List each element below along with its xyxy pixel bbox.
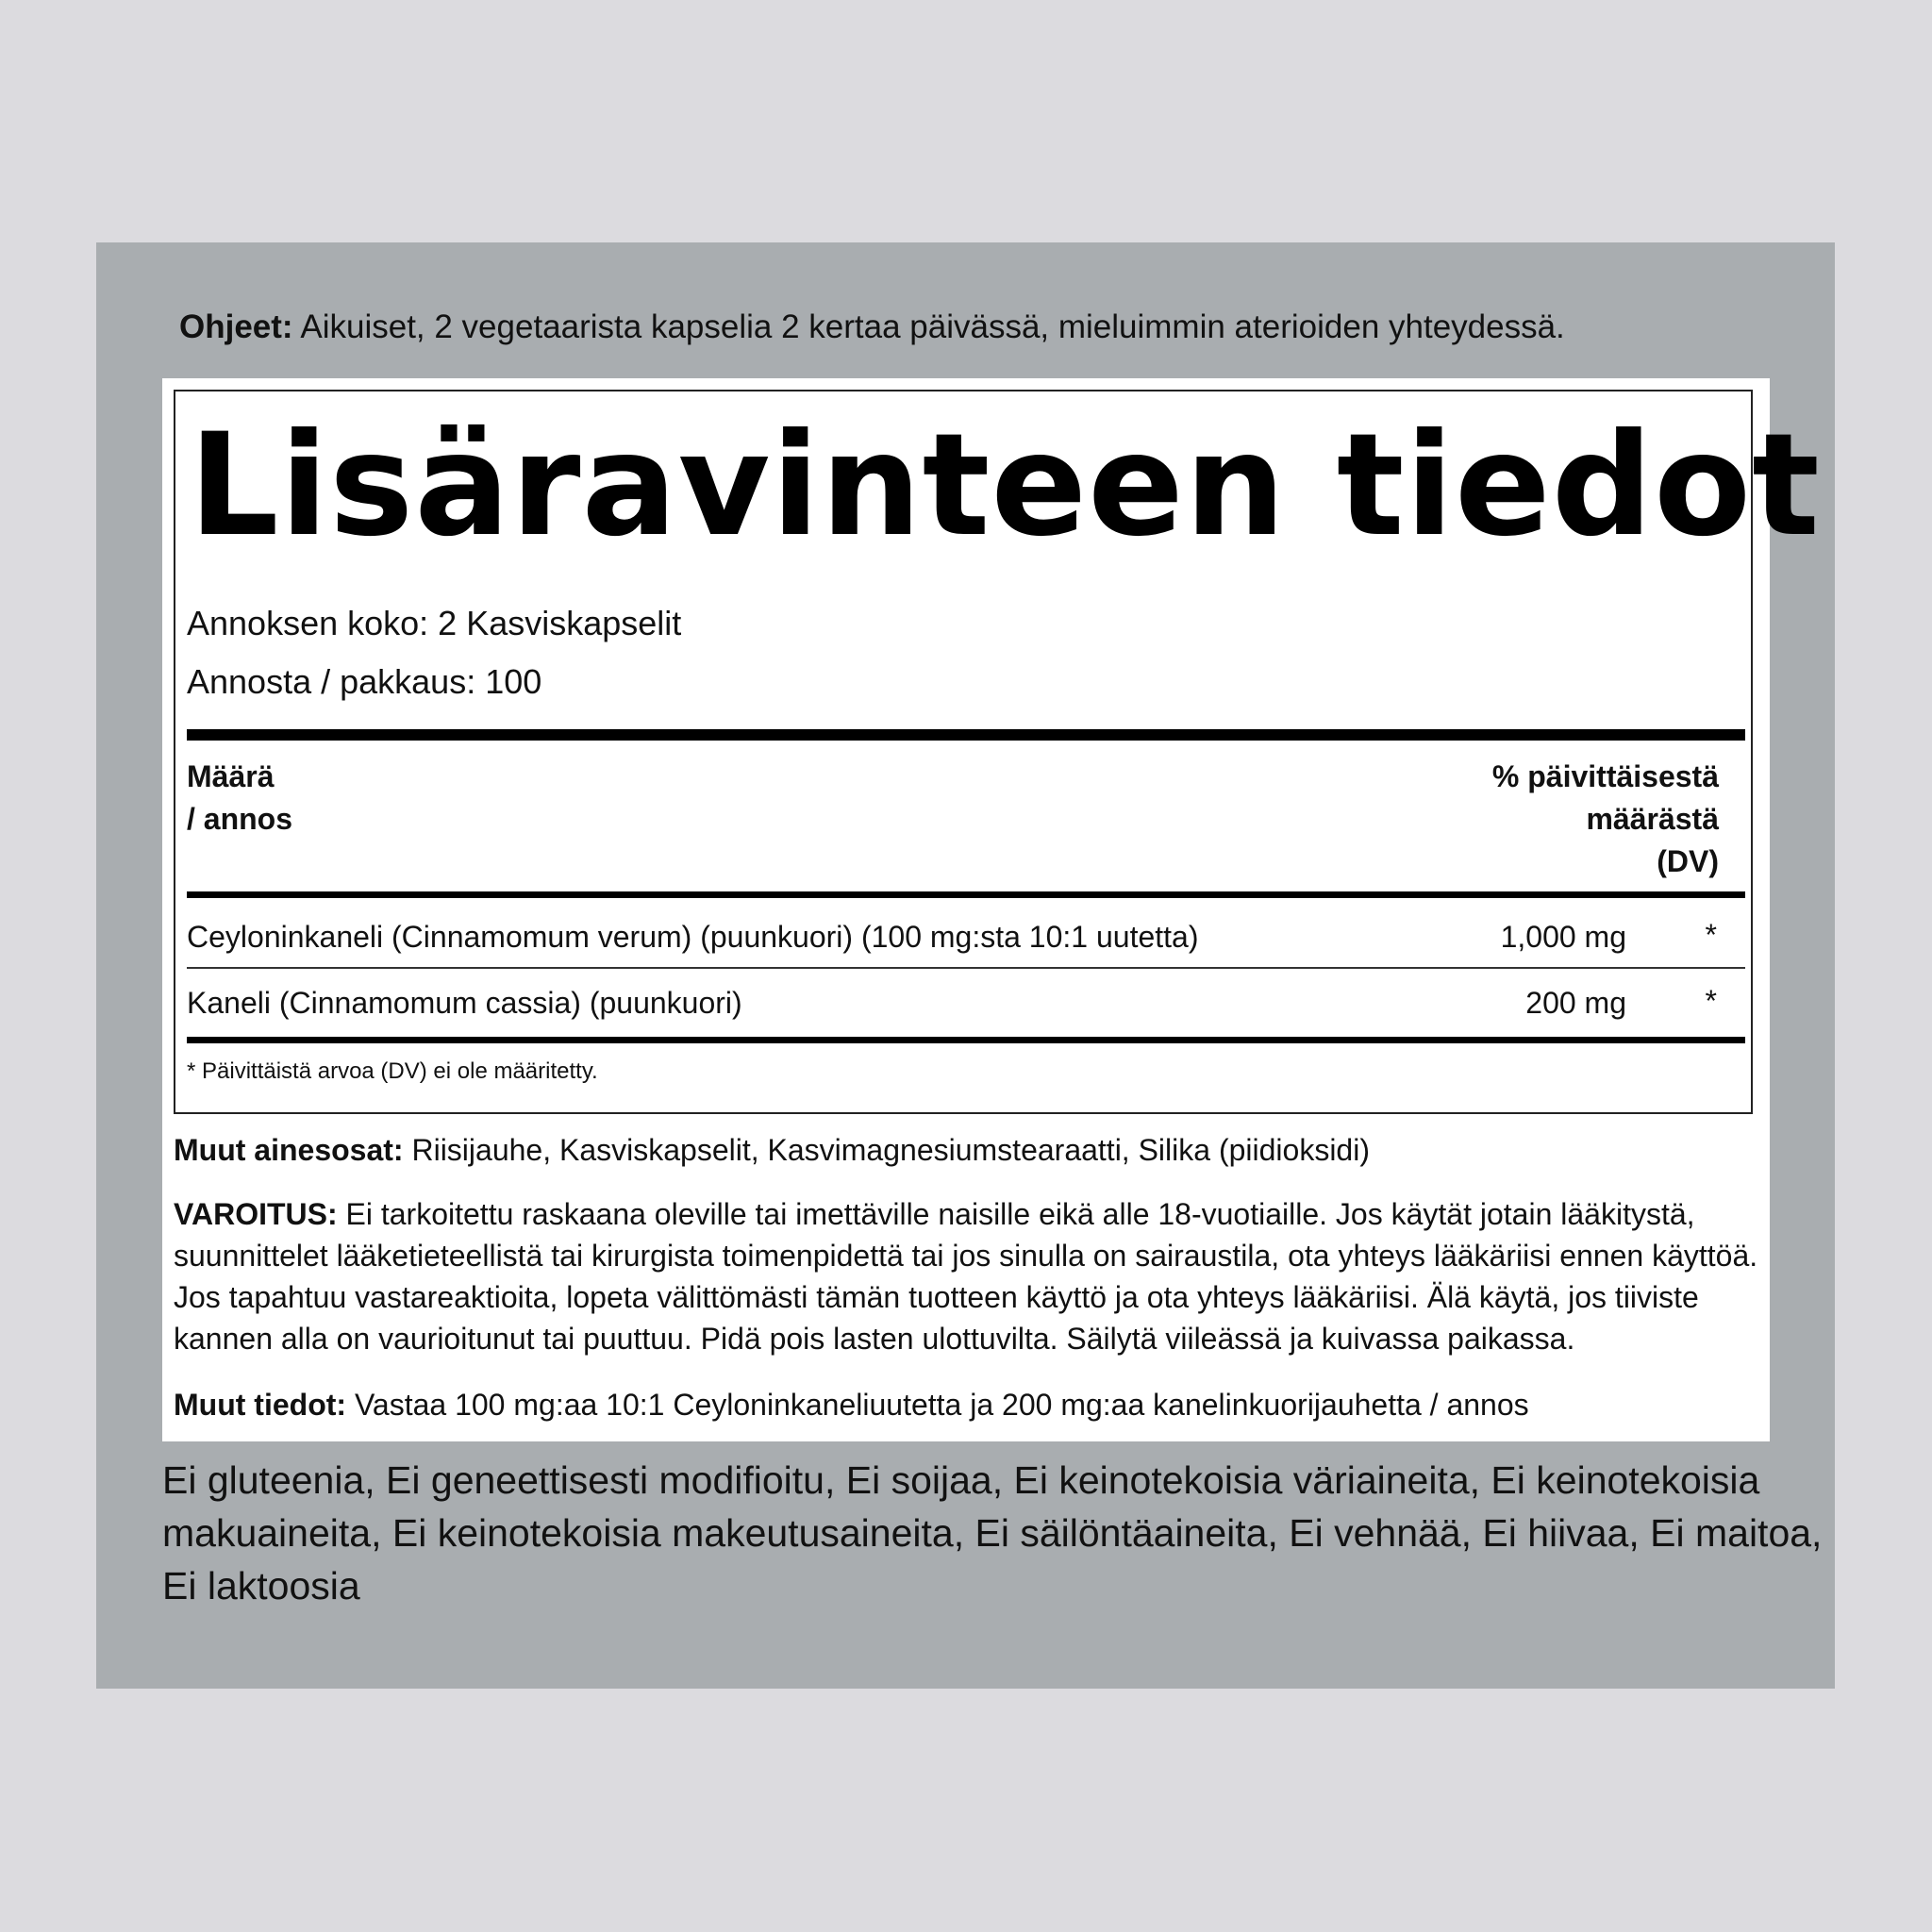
amount-header-line2: / annos xyxy=(187,802,293,836)
warning xyxy=(174,1193,1758,1359)
divider-thin xyxy=(187,967,1745,969)
amount-header-line1: Määrä xyxy=(187,759,275,793)
supplement-card xyxy=(162,378,1821,1441)
other-ingredients-label: Muut ainesosat: xyxy=(174,1133,404,1167)
other-info xyxy=(174,1384,1758,1425)
supplement-facts-box xyxy=(174,390,1821,1114)
serving-size: Annoksen koko: 2 Kasviskapselit xyxy=(187,604,682,642)
divider-medium xyxy=(187,1037,1745,1043)
warning-text: Ei tarkoitettu raskaana oleville tai imettäville naisille eikä alle 18-vuotiaille. Jos käytät jotain lääkitystä, suunnittelet lääketieteellistä tai kirurgista toimenpidettä tai jos sinulla on sairaustila, ota yhteys lääkäriisi ennen käyttöä. Jos tapahtuu vastareaktioita, lopeta välittömästi tämän tuotteen käyttö ja ota yhteys lääkäriisi. Älä käytä, jos tiiviste kannen alla on vaurioitunut tai puuttuu. Pidä pois lasten ulottuvilta. Säilytä viileässä ja kuivassa paikassa. xyxy=(174,1197,1758,1356)
divider-medium xyxy=(187,891,1745,898)
other-ingredients-text: Riisijauhe, Kasviskapselit, Kasvimagnesiumstearaatti, Silika (piidioksidi) xyxy=(403,1133,1370,1167)
free-from-statement: Ei gluteenia, Ei geneettisesti modifioitu, Ei soijaa, Ei keinotekoisia väriaineita, Ei keinotekoisia makuaineita, Ei keinotekoisia makeutusaineita, Ei säilöntäaineita, Ei vehnää, Ei hiivaa, Ei maitoa, Ei laktoosia xyxy=(162,1458,1823,1607)
directions xyxy=(179,307,1565,348)
ingredient-name: Kaneli (Cinnamomum cassia) (puunkuori) xyxy=(187,986,742,1020)
facts-title: Lisäravinteen tiedot xyxy=(189,404,1821,568)
divider-thick xyxy=(187,729,1745,741)
other-info-text: Vastaa 100 mg:aa 10:1 Ceyloninkaneliuutetta ja 200 mg:aa kanelinkuorijauhetta / annos xyxy=(346,1388,1529,1422)
ingredient-dv: * xyxy=(1705,984,1717,1018)
directions-text: Aikuiset, 2 vegetaarista kapselia 2 kertaa päivässä, mieluimmin aterioiden yhteydessä. xyxy=(292,308,1565,345)
other-info-label: Muut tiedot: xyxy=(174,1388,347,1422)
dv-footnote: * Päivittäistä arvoa (DV) ei ole määritetty. xyxy=(187,1058,598,1084)
ingredient-name: Ceyloninkaneli (Cinnamomum verum) (puunkuori) (100 mg:sta 10:1 uutetta) xyxy=(187,920,1199,954)
label-panel xyxy=(96,242,1835,1689)
ingredient-dv: * xyxy=(1705,918,1717,952)
servings-per-container: Annosta / pakkaus: 100 xyxy=(187,662,542,701)
warning-label: VAROITUS: xyxy=(174,1197,338,1231)
ingredient-amount: 200 mg xyxy=(1525,986,1626,1020)
dv-header-line2: määrästä xyxy=(1586,802,1719,836)
other-ingredients xyxy=(174,1129,1758,1171)
amount-header xyxy=(187,756,292,841)
dv-header xyxy=(1492,756,1719,883)
ingredient-amount: 1,000 mg xyxy=(1500,920,1626,954)
directions-label: Ohjeet: xyxy=(179,308,293,345)
dv-header-line3: (DV) xyxy=(1657,844,1719,878)
dv-header-line1: % päivittäisestä xyxy=(1491,759,1719,793)
